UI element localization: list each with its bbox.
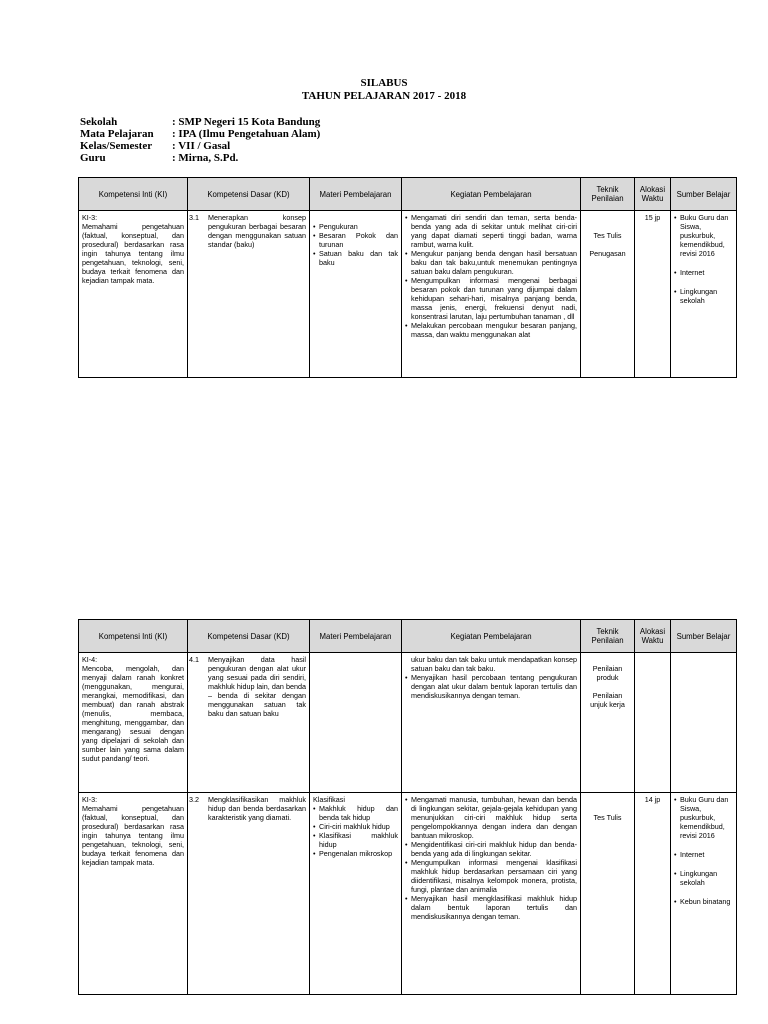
col-header-materi: Materi Pembelajaran xyxy=(310,620,402,653)
academic-year: TAHUN PELAJARAN 2017 - 2018 xyxy=(301,90,467,102)
kegiatan-list xyxy=(405,795,577,921)
materi-cell xyxy=(310,793,402,995)
kd-number: 3.1 xyxy=(189,213,199,222)
kegiatan-continued: ukur baku dan tak baku untuk mendapatkan konsep satuan baku dan tak baku. xyxy=(411,655,577,673)
info-label: Mata Pelajaran xyxy=(80,128,154,140)
kd-cell xyxy=(188,211,310,378)
list-item: • Kebun binatang xyxy=(680,897,733,906)
kd-text: Mengklasifikasikan makhluk hidup dan benda berdasarkan karakteristik yang diamati. xyxy=(208,795,306,822)
teknik-item: Penilaian unjuk kerja xyxy=(590,691,625,709)
info-value: : Mirna, S.Pd. xyxy=(172,152,239,164)
materi-title: Klasifikasi xyxy=(313,795,345,804)
info-row-teacher xyxy=(80,152,320,164)
col-header-teknik: Teknik Penilaian xyxy=(581,178,635,211)
teknik-cell xyxy=(581,211,635,378)
ki-cell xyxy=(79,793,188,995)
list-item: • Makhluk hidup dan benda tak hidup xyxy=(319,804,398,822)
ki-cell xyxy=(79,211,188,378)
list-item: • Klasifikasi makhluk hidup xyxy=(319,831,398,849)
list-item: • Melakukan percobaan mengukur besaran panjang, massa, dan waktu menggunakan alat xyxy=(411,321,577,339)
alokasi-value: 14 jp xyxy=(644,795,661,804)
ki-title: KI-3: xyxy=(82,795,98,804)
info-row-school xyxy=(80,116,320,128)
col-header-alokasi: Alokasi Waktu xyxy=(635,620,671,653)
alokasi-cell xyxy=(635,653,671,793)
list-item: • Mengamati diri sendiri dan teman, serta benda-benda yang ada di sekitar untuk melihat ciri-ciri yang dapat diamati seperti tinggi badan, warna rambut, warna kulit. xyxy=(411,213,577,249)
syllabus-table-2 xyxy=(78,619,737,995)
list-item: • Mengamati manusia, tumbuhan, hewan dan benda di lingkungan sekitar, gejala-gejala kehidupan yang menunjukkan ciri-ciri makhluk hidup serta pengelompokkannya dengan indera dan dengan bantuan mikroskop. xyxy=(411,795,577,840)
col-header-kd: Kompetensi Dasar (KD) xyxy=(188,620,310,653)
col-header-ki: Kompetensi Inti (KI) xyxy=(79,620,188,653)
list-item: • Satuan baku dan tak baku xyxy=(319,249,398,267)
list-item: • Besaran Pokok dan turunan xyxy=(319,231,398,249)
table-row xyxy=(79,793,737,995)
col-header-kegiatan: Kegiatan Pembelajaran xyxy=(402,178,581,211)
kd-number: 4.1 xyxy=(189,655,199,664)
info-row-subject xyxy=(80,128,320,140)
kd-number: 3.2 xyxy=(189,795,199,804)
kegiatan-cell xyxy=(402,653,581,793)
materi-cell xyxy=(310,211,402,378)
ki-text: Memahami pengetahuan (faktual, konseptual, dan prosedural) berdasarkan rasa ingin tahunya tentang ilmu pengetahuan, teknologi, seni, budaya terkait fenomena dan kejadian tampak mata. xyxy=(82,222,184,285)
col-header-kegiatan: Kegiatan Pembelajaran xyxy=(402,620,581,653)
syllabus-table-1 xyxy=(78,177,737,378)
teknik-cell xyxy=(581,653,635,793)
list-item: • Internet xyxy=(680,268,733,277)
alokasi-cell xyxy=(635,793,671,995)
kegiatan-cell xyxy=(402,211,581,378)
kegiatan-list xyxy=(405,213,577,339)
col-header-kd: Kompetensi Dasar (KD) xyxy=(188,178,310,211)
ki-title: KI-3: xyxy=(82,213,98,222)
kd-cell xyxy=(188,653,310,793)
list-item: • Buku Guru dan Siswa, puskurbuk, kemendikbud, revisi 2016 xyxy=(680,795,733,840)
table-row xyxy=(79,653,737,793)
ki-text: Memahami pengetahuan (faktual, konseptual, dan prosedural) berdasarkan rasa ingin tahunya tentang ilmu pengetahuan, teknologi, seni, budaya terkait fenomena dan kejadian tampak mata. xyxy=(82,804,184,867)
teknik-item: Tes Tulis xyxy=(593,813,622,822)
sumber-list xyxy=(674,213,733,305)
ki-title: KI-4: xyxy=(82,655,98,664)
table-header-row xyxy=(79,178,737,211)
col-header-sumber: Sumber Belajar xyxy=(671,620,737,653)
kd-cell xyxy=(188,793,310,995)
list-item: • Mengumpulkan informasi mengenai berbagai besaran pokok dan turunan yang dijumpai dalam kehidupan sehari-hari, misalnya panjang benda, massa jenis, energi, frekuensi denyut nadi, konsentrasi larutan, laju pertumbuhan tanaman , dll xyxy=(411,276,577,321)
info-label: Kelas/Semester xyxy=(80,140,153,152)
list-item: • Pengukuran xyxy=(319,222,398,231)
sumber-list xyxy=(674,795,733,906)
list-item: • Internet xyxy=(680,850,733,859)
list-item: • Mengukur panjang benda dengan hasil bersatuan baku dan tak baku,untuk menemukan pentingnya satuan baku dalam pengukuran. xyxy=(411,249,577,276)
info-block xyxy=(80,116,320,164)
teknik-item: Penilaian produk xyxy=(592,664,623,682)
info-label: Guru xyxy=(80,152,106,164)
table-row xyxy=(79,211,737,378)
info-row-class xyxy=(80,140,320,152)
info-label: Sekolah xyxy=(80,116,118,128)
list-item: • Menyajikan hasil percobaan tentang pengukuran dengan alat ukur dalam bentuk laporan tertulis dan mendiskusikannya dengan teman. xyxy=(411,673,577,700)
info-value: : IPA (Ilmu Pengetahuan Alam) xyxy=(172,128,321,140)
teknik-item: Penugasan xyxy=(589,249,626,258)
kegiatan-cell xyxy=(402,793,581,995)
ki-cell xyxy=(79,653,188,793)
teknik-item: Tes Tulis xyxy=(593,231,622,240)
sumber-cell xyxy=(671,211,737,378)
alokasi-cell xyxy=(635,211,671,378)
col-header-ki: Kompetensi Inti (KI) xyxy=(79,178,188,211)
kd-text: Menerapkan konsep pengukuran berbagai besaran dengan menggunakan satuan standar (baku) xyxy=(208,213,306,249)
materi-list xyxy=(313,222,398,267)
kd-text: Menyajikan data hasil pengukuran dengan alat ukur yang sesuai pada diri sendiri, makhluk hidup lain, dan benda – benda di sekitar dengan menggunakan satuan tak baku dan satuan baku xyxy=(208,655,306,718)
info-value: : VII / Gasal xyxy=(172,140,231,152)
sumber-cell xyxy=(671,793,737,995)
list-item: • Pengenalan mikroskop xyxy=(319,849,398,858)
ki-text: Mencoba, mengolah, dan menyaji dalam ranah konkret (menggunakan, mengurai, merangkai, memodifikasi, dan membuat) dan ranah abstrak (menulis, membaca, menghitung, menggambar, dan mengarang) sesuai dengan yang dipelajari di sekolah dan sumber lain yang sama dalam sudut pandang/ teori. xyxy=(82,664,184,763)
list-item: • Mengidentifikasi ciri-ciri makhluk hidup dan benda-benda yang ada di lingkungan sekitar. xyxy=(411,840,577,858)
materi-cell xyxy=(310,653,402,793)
list-item: • Mengumpulkan informasi mengenai klasifikasi makhluk hidup berdasarkan persamaan ciri yang diidentifikasi, misalnya kelompok monera, protista, fungi, plantae dan animalia xyxy=(411,858,577,894)
alokasi-value: 15 jp xyxy=(644,213,661,222)
teknik-cell xyxy=(581,793,635,995)
col-header-alokasi: Alokasi Waktu xyxy=(635,178,671,211)
list-item: • Lingkungan sekolah xyxy=(680,287,733,305)
materi-list xyxy=(313,804,398,858)
list-item: • Ciri-ciri makhluk hidup xyxy=(319,822,398,831)
list-item: • Menyajikan hasil mengklasifikasi makhluk hidup dalam bentuk laporan tertulis dan mendiskusikannya dengan teman. xyxy=(411,894,577,921)
list-item: • Lingkungan sekolah xyxy=(680,869,733,887)
sumber-cell xyxy=(671,653,737,793)
info-value: : SMP Negeri 15 Kota Bandung xyxy=(172,116,321,128)
col-header-materi: Materi Pembelajaran xyxy=(310,178,402,211)
list-item: • Buku Guru dan Siswa, puskurbuk, kemendikbud, revisi 2016 xyxy=(680,213,733,258)
kegiatan-list xyxy=(405,673,577,700)
document-title: SILABUS xyxy=(360,77,408,89)
col-header-teknik: Teknik Penilaian xyxy=(581,620,635,653)
col-header-sumber: Sumber Belajar xyxy=(671,178,737,211)
table-header-row xyxy=(79,620,737,653)
